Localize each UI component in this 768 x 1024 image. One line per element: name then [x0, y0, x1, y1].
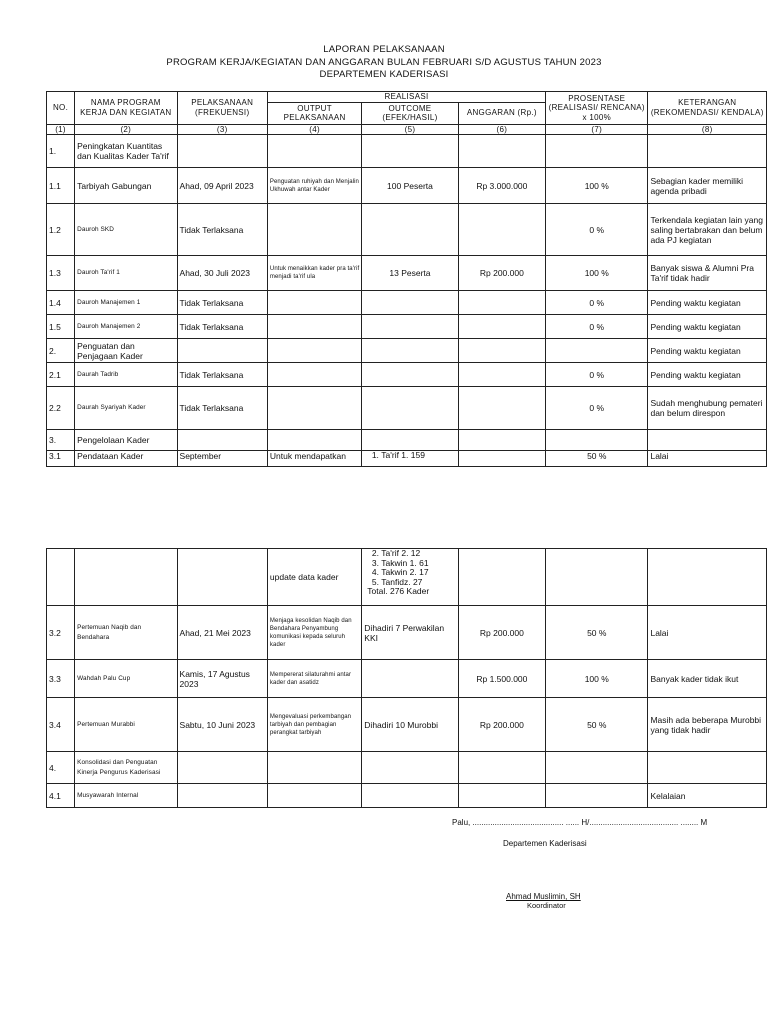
row-outcome [362, 204, 458, 256]
row-no: 2. [47, 339, 75, 363]
row-nama: Dauroh Manajemen 1 [75, 291, 177, 315]
row-output [267, 784, 361, 808]
col-header-anggaran: ANGGARAN (Rp.) [458, 102, 545, 124]
row-anggaran: Rp 3.000.000 [458, 168, 545, 204]
report-title: LAPORAN PELAKSANAAN [323, 44, 445, 55]
row-prosentase [546, 430, 648, 451]
row-outcome [362, 451, 458, 467]
table-row [47, 606, 767, 660]
row-no: 1.5 [47, 315, 75, 339]
row-nama: Penguatan dan Penjagaan Kader [75, 339, 177, 363]
row-pelaksanaan [177, 135, 267, 168]
row-nama: Pengelolaan Kader [75, 430, 177, 451]
row-outcome [362, 752, 458, 784]
row-prosentase: 100 % [546, 660, 648, 698]
row-pelaksanaan: Tidak Terlaksana [177, 387, 267, 430]
row-prosentase: 50 % [546, 451, 648, 467]
row-output [267, 339, 361, 363]
row-outcome [362, 784, 458, 808]
row-prosentase: 100 % [546, 168, 648, 204]
row-outcome [362, 135, 458, 168]
col-index: (6) [458, 124, 545, 135]
row-output: Mengevaluasi perkembangan tarbiyah dan pembagian perangkat tarbiyah [267, 698, 361, 752]
signature-place-date: Palu, ......................................... ...... H/........................................ ........ M [452, 818, 708, 827]
row-nama: Pertemuan Naqib dan Bendahara [75, 606, 177, 660]
row-outcome [362, 363, 458, 387]
row-output: Penguatan ruhiyah dan Menjalin Ukhuwah antar Kader [267, 168, 361, 204]
col-header-pelaksanaan: PELAKSANAAN (FREKUENSI) [177, 92, 267, 125]
row-prosentase: 0 % [546, 291, 648, 315]
table-row [47, 291, 767, 315]
row-anggaran [458, 315, 545, 339]
row-keterangan [648, 752, 767, 784]
row-output [267, 363, 361, 387]
col-header-prosentase: PROSENTASE (REALISASI/ RENCANA) x 100% [546, 92, 648, 125]
col-header-keterangan: KETERANGAN (REKOMENDASI/ KENDALA) [648, 92, 767, 125]
outcome-item: 2. Ta'rif 2. 12 [381, 549, 455, 559]
row-anggaran [458, 451, 545, 467]
row-nama: Musyawarah Internal [75, 784, 177, 808]
report-department: DEPARTEMEN KADERISASI [319, 69, 449, 80]
table-row [47, 135, 767, 168]
row-pelaksanaan [177, 752, 267, 784]
row-pelaksanaan [177, 339, 267, 363]
row-anggaran [458, 387, 545, 430]
col-header-realisasi: REALISASI [267, 92, 545, 103]
row-keterangan: Pending waktu kegiatan [648, 291, 767, 315]
row-output [267, 204, 361, 256]
row-pelaksanaan: September [177, 451, 267, 467]
table-row [47, 660, 767, 698]
row-keterangan [648, 549, 767, 606]
row-output [267, 387, 361, 430]
row-pelaksanaan: Tidak Terlaksana [177, 315, 267, 339]
outcome-item: 3. Takwin 1. 61 [381, 559, 455, 569]
row-pelaksanaan: Ahad, 09 April 2023 [177, 168, 267, 204]
row-nama: Pendataan Kader [75, 451, 177, 467]
row-nama: Pertemuan Murabbi [75, 698, 177, 752]
table-row [47, 387, 767, 430]
row-prosentase: 0 % [546, 315, 648, 339]
row-nama: Wahdah Palu Cup [75, 660, 177, 698]
row-anggaran [458, 339, 545, 363]
row-output [267, 315, 361, 339]
row-outcome: 13 Peserta [362, 256, 458, 291]
row-outcome [362, 291, 458, 315]
row-pelaksanaan: Tidak Terlaksana [177, 204, 267, 256]
outcome-list [364, 451, 455, 461]
row-keterangan: Pending waktu kegiatan [648, 339, 767, 363]
row-prosentase: 50 % [546, 698, 648, 752]
row-anggaran: Rp 1.500.000 [458, 660, 545, 698]
row-prosentase: 0 % [546, 387, 648, 430]
row-keterangan: Lalai [648, 606, 767, 660]
row-pelaksanaan: Tidak Terlaksana [177, 291, 267, 315]
row-outcome: Dihadiri 7 Perwakilan KKI [362, 606, 458, 660]
signature-name: Ahmad Muslimin, SH [506, 892, 581, 901]
row-nama: Tarbiyah Gabungan [75, 168, 177, 204]
row-anggaran: Rp 200.000 [458, 698, 545, 752]
row-no: 3. [47, 430, 75, 451]
row-pelaksanaan: Ahad, 30 Juli 2023 [177, 256, 267, 291]
row-keterangan: Masih ada beberapa Murobbi yang tidak hadir [648, 698, 767, 752]
col-header-no: NO. [47, 92, 75, 125]
row-output: Menjaga kesolidan Naqib dan Bendahara Penyambung komunikasi kepada seluruh kader [267, 606, 361, 660]
row-pelaksanaan [177, 784, 267, 808]
row-keterangan: Lalai [648, 451, 767, 467]
outcome-item: 4. Takwin 2. 17 [381, 568, 455, 578]
row-keterangan: Banyak kader tidak ikut [648, 660, 767, 698]
row-nama: Dauroh Manajemen 2 [75, 315, 177, 339]
row-no: 1.3 [47, 256, 75, 291]
row-no [47, 549, 75, 606]
row-nama [75, 549, 177, 606]
row-keterangan: Terkendala kegiatan lain yang saling bertabrakan dan belum ada PJ kegiatan [648, 204, 767, 256]
row-pelaksanaan: Ahad, 21 Mei 2023 [177, 606, 267, 660]
row-anggaran [458, 784, 545, 808]
table-row [47, 315, 767, 339]
row-keterangan: Sebagian kader memiliki agenda pribadi [648, 168, 767, 204]
table-row [47, 698, 767, 752]
row-output [267, 291, 361, 315]
row-no: 2.1 [47, 363, 75, 387]
row-pelaksanaan [177, 549, 267, 606]
row-nama: Peningkatan Kuantitas dan Kualitas Kader Ta'rif [75, 135, 177, 168]
col-header-outcome: OUTCOME (EFEK/HASIL) [362, 102, 458, 124]
col-index: (2) [75, 124, 177, 135]
row-prosentase [546, 784, 648, 808]
row-prosentase [546, 339, 648, 363]
row-outcome: Dihadiri 10 Murobbi [362, 698, 458, 752]
row-no: 1.2 [47, 204, 75, 256]
row-keterangan: Pending waktu kegiatan [648, 363, 767, 387]
row-pelaksanaan: Sabtu, 10 Juni 2023 [177, 698, 267, 752]
row-keterangan: Kelalaian [648, 784, 767, 808]
row-outcome [362, 660, 458, 698]
table-row [47, 549, 767, 606]
row-prosentase: 50 % [546, 606, 648, 660]
row-prosentase [546, 752, 648, 784]
table-row [47, 204, 767, 256]
row-nama: Konsolidasi dan Penguatan Kinerja Pengurus Kaderisasi [75, 752, 177, 784]
row-outcome [362, 387, 458, 430]
row-prosentase [546, 135, 648, 168]
row-keterangan: Pending waktu kegiatan [648, 315, 767, 339]
row-output: Mempererat silaturahmi antar kader dan asatidz [267, 660, 361, 698]
col-index: (3) [177, 124, 267, 135]
row-outcome [362, 339, 458, 363]
row-output: Untuk mendapatkan [267, 451, 361, 467]
table-row [47, 430, 767, 451]
table-row [47, 168, 767, 204]
outcome-list [364, 549, 455, 587]
table-row [47, 256, 767, 291]
row-anggaran [458, 549, 545, 606]
row-prosentase: 0 % [546, 204, 648, 256]
row-outcome [362, 430, 458, 451]
row-no: 1. [47, 135, 75, 168]
col-header-nama: NAMA PROGRAM KERJA DAN KEGIATAN [75, 92, 177, 125]
table-row [47, 363, 767, 387]
row-nama: Daurah Tadrib [75, 363, 177, 387]
row-no: 1.1 [47, 168, 75, 204]
row-anggaran: Rp 200.000 [458, 256, 545, 291]
outcome-item: 5. Tanfidz. 27 [381, 578, 455, 588]
table-row [47, 752, 767, 784]
signature-department: Departemen Kaderisasi [503, 839, 587, 848]
table-row [47, 339, 767, 363]
row-pelaksanaan: Kamis, 17 Agustus 2023 [177, 660, 267, 698]
row-anggaran [458, 363, 545, 387]
report-table-page-1 [46, 91, 767, 467]
outcome-item: 1. Ta'rif 1. 159 [381, 451, 455, 461]
row-output: update data kader [267, 549, 361, 606]
row-output [267, 430, 361, 451]
row-no: 3.4 [47, 698, 75, 752]
row-no: 4. [47, 752, 75, 784]
row-prosentase: 0 % [546, 363, 648, 387]
table-row [47, 451, 767, 467]
row-no: 3.2 [47, 606, 75, 660]
report-subtitle: PROGRAM KERJA/KEGIATAN DAN ANGGARAN BULAN FEBRUARI S/D AGUSTUS TAHUN 2023 [166, 56, 602, 68]
row-keterangan [648, 135, 767, 168]
col-header-output: OUTPUT PELAKSANAAN [267, 102, 361, 124]
row-no: 2.2 [47, 387, 75, 430]
row-prosentase [546, 549, 648, 606]
row-anggaran: Rp 200.000 [458, 606, 545, 660]
col-index: (8) [648, 124, 767, 135]
col-index: (1) [47, 124, 75, 135]
row-keterangan: Sudah menghubung pemateri dan belum direspon [648, 387, 767, 430]
col-index: (7) [546, 124, 648, 135]
row-outcome: 100 Peserta [362, 168, 458, 204]
row-output [267, 135, 361, 168]
row-nama: Dauroh Ta'rif 1 [75, 256, 177, 291]
col-index: (4) [267, 124, 361, 135]
row-anggaran [458, 204, 545, 256]
table-row [47, 784, 767, 808]
report-header [0, 44, 768, 82]
col-index: (5) [362, 124, 458, 135]
row-outcome [362, 549, 458, 606]
row-output [267, 752, 361, 784]
row-prosentase: 100 % [546, 256, 648, 291]
row-output: Untuk menaikkan kader pra ta'rif menjadi ta'rif ula [267, 256, 361, 291]
row-outcome [362, 315, 458, 339]
row-keterangan: Banyak siswa & Alumni Pra Ta'rif tidak hadir [648, 256, 767, 291]
row-nama: Daurah Syariyah Kader [75, 387, 177, 430]
row-no: 3.1 [47, 451, 75, 467]
row-no: 3.3 [47, 660, 75, 698]
signature-role: Koordinator [527, 901, 566, 910]
row-no: 1.4 [47, 291, 75, 315]
row-pelaksanaan: Tidak Terlaksana [177, 363, 267, 387]
row-nama: Dauroh SKD [75, 204, 177, 256]
row-keterangan [648, 430, 767, 451]
row-anggaran [458, 135, 545, 168]
row-pelaksanaan [177, 430, 267, 451]
row-anggaran [458, 430, 545, 451]
row-anggaran [458, 291, 545, 315]
report-table-page-2 [46, 548, 767, 808]
row-anggaran [458, 752, 545, 784]
outcome-total: Total. 276 Kader [367, 586, 430, 596]
row-no: 4.1 [47, 784, 75, 808]
